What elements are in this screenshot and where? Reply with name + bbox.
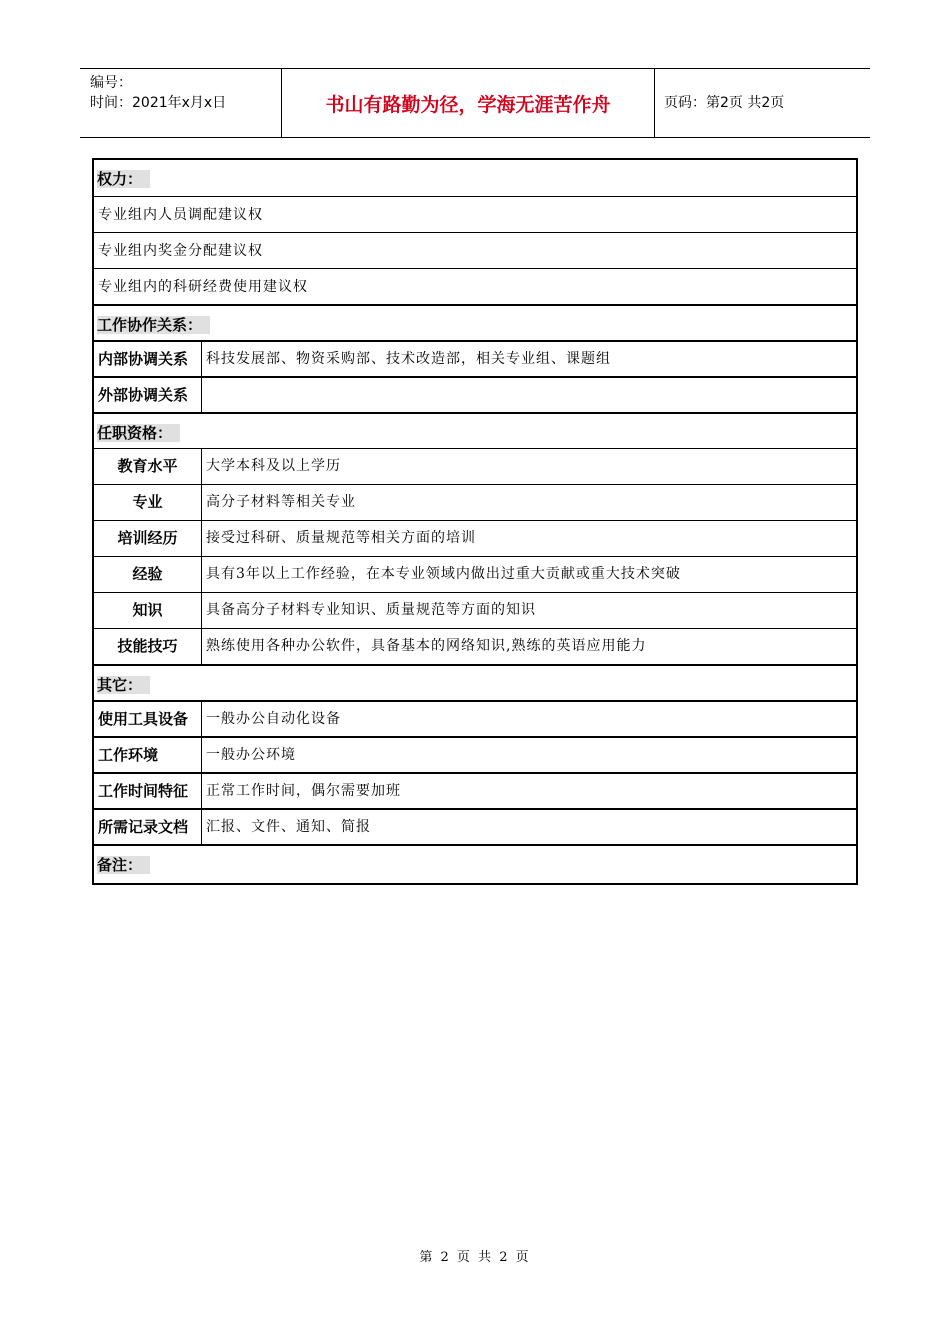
row-value: 具有3年以上工作经验，在本专业领域内做出过重大贡献或重大技术突破 <box>206 566 681 582</box>
page-footer: 第 2 页 共 2 页 <box>419 1250 531 1265</box>
table-row <box>94 448 856 484</box>
section-title: 任职资格： <box>97 424 180 442</box>
document-header <box>80 68 870 138</box>
table-row <box>94 772 856 808</box>
row-value: 汇报、文件、通知、简报 <box>206 819 371 835</box>
section-header-qualifications <box>94 412 856 448</box>
row-value: 一般办公环境 <box>206 747 296 763</box>
row-label: 知识 <box>94 593 202 628</box>
number-label: 编号： <box>90 75 132 91</box>
section-header-relations <box>94 304 856 340</box>
header-meta <box>90 73 226 113</box>
section-title: 其它： <box>97 676 150 694</box>
row-value: 熟练使用各种办公软件，具备基本的网络知识,熟练的英语应用能力 <box>206 638 647 654</box>
list-item <box>94 196 856 232</box>
row-label: 所需记录文档 <box>94 810 202 844</box>
section-header-remarks <box>94 844 856 880</box>
header-motto: 书山有路勤为径，学海无涯苦作舟 <box>325 93 611 116</box>
power-item: 专业组内人员调配建议权 <box>98 207 263 223</box>
row-label: 经验 <box>94 557 202 592</box>
row-label: 外部协调关系 <box>94 378 202 412</box>
table-row <box>94 484 856 520</box>
power-item: 专业组内的科研经费使用建议权 <box>98 279 308 295</box>
table-row <box>94 592 856 628</box>
row-value: 接受过科研、质量规范等相关方面的培训 <box>206 530 476 546</box>
table-row <box>94 736 856 772</box>
row-label: 使用工具设备 <box>94 702 202 736</box>
table-row <box>94 520 856 556</box>
row-value: 高分子材料等相关专业 <box>206 494 356 510</box>
table-row <box>94 340 856 376</box>
row-value: 具备高分子材料专业知识、质量规范等方面的知识 <box>206 602 536 618</box>
table-row <box>94 628 856 664</box>
header-page-number: 页码：第2页 共2页 <box>664 95 785 111</box>
power-item: 专业组内奖金分配建议权 <box>98 243 263 259</box>
row-label: 技能技巧 <box>94 629 202 664</box>
table-row <box>94 376 856 412</box>
row-label: 专业 <box>94 485 202 520</box>
header-divider <box>654 69 655 137</box>
row-value: 一般办公自动化设备 <box>206 711 341 727</box>
row-label: 工作环境 <box>94 738 202 772</box>
table-row <box>94 556 856 592</box>
row-value: 正常工作时间，偶尔需要加班 <box>206 783 401 799</box>
row-label: 培训经历 <box>94 521 202 556</box>
job-description-table <box>92 158 858 885</box>
row-label: 内部协调关系 <box>94 342 202 376</box>
section-title: 工作协作关系： <box>97 316 210 334</box>
row-label: 教育水平 <box>94 449 202 484</box>
row-value: 科技发展部、物资采购部、技术改造部，相关专业组、课题组 <box>206 351 611 367</box>
row-label: 工作时间特征 <box>94 774 202 808</box>
list-item <box>94 232 856 268</box>
section-title: 备注： <box>97 856 150 874</box>
table-row <box>94 700 856 736</box>
section-header-power <box>94 160 856 196</box>
table-row <box>94 808 856 844</box>
section-title: 权力： <box>97 170 150 188</box>
section-header-other <box>94 664 856 700</box>
list-item <box>94 268 856 304</box>
row-value: 大学本科及以上学历 <box>206 458 341 474</box>
time-label: 时间：2021年x月x日 <box>90 95 227 111</box>
